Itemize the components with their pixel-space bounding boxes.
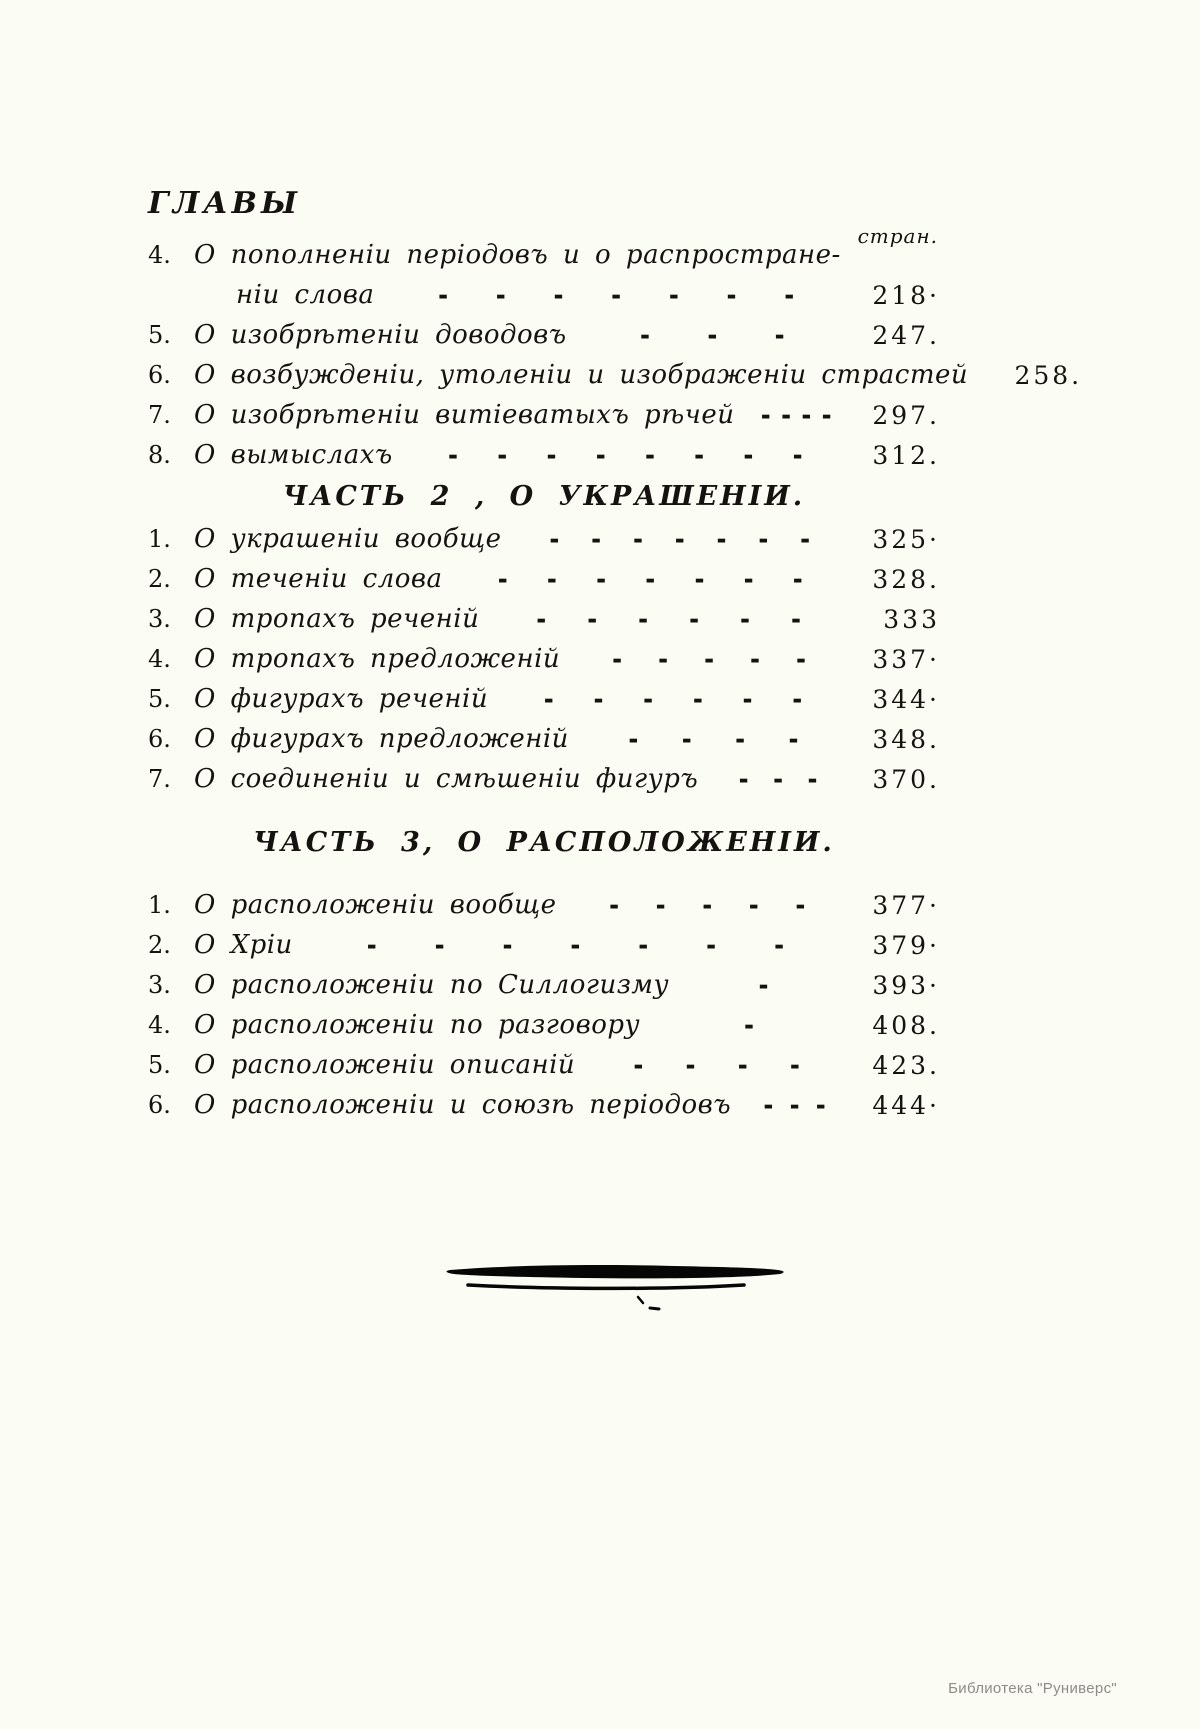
leader-dash: - [611,283,622,307]
leader-dash: - [742,687,753,711]
dash-leader [714,767,848,791]
item-page-number: 312. [872,440,940,470]
item-page-number: 218· [872,280,940,310]
item-number: 5. [148,685,171,713]
item-number: 8. [148,441,171,469]
item-title: О теченіи слова [194,564,443,594]
leader-dash: - [738,767,749,791]
item-number: 3. [148,971,171,999]
leader-dash: - [821,403,832,427]
leader-dash: - [549,527,560,551]
leader-dash: - [815,1093,826,1117]
toc-item [148,679,940,719]
leader-dash: - [609,893,620,917]
item-page-number: 247. [872,320,940,350]
leader-dash: - [743,567,754,591]
leader-dash: - [789,1053,800,1077]
item-number: 1. [148,891,171,919]
leader-dash: - [546,443,557,467]
item-number: 4. [148,1011,171,1039]
item-number: 3. [148,605,171,633]
leader-dash: - [595,443,606,467]
leader-dash: - [546,567,557,591]
item-title: О вымыслахъ [194,440,393,470]
leader-dash: - [638,933,649,957]
leader-dash: - [737,1053,748,1077]
leader-dash: - [645,567,656,591]
item-number: 5. [148,1051,171,1079]
item-page-number: 370. [872,764,940,794]
table-of-contents [148,186,1083,1125]
item-title: О украшеніи вообще [194,524,502,554]
page-column-label: стран. [857,224,938,248]
leader-dash: - [643,687,654,711]
leader-dash: - [781,403,792,427]
item-number: 6. [148,361,171,389]
item-title: О расположеніи вообще [194,890,557,920]
leader-dash: - [593,687,604,711]
item-title-continuation: ніи слова [236,280,375,310]
leader-dash: - [502,933,513,957]
leader-dash: - [612,647,623,671]
toc-item [148,435,940,475]
leader-dash: - [760,403,771,427]
dash-leader [309,933,848,957]
toc-rows [148,885,940,1125]
toc-item [148,759,940,799]
leader-dash: - [632,527,643,551]
item-title: О Хріи [194,930,293,960]
item-page-number: 423. [872,1050,940,1080]
toc-rows [148,235,1083,475]
leader-dash: - [628,727,639,751]
leader-dash: - [553,283,564,307]
dash-leader [409,443,848,467]
toc-item [148,559,940,599]
toc-section [148,235,1083,475]
dash-leader [504,687,848,711]
leader-dash: - [543,687,554,711]
leader-dash: - [758,527,769,551]
dash-leader [656,1013,848,1037]
leader-dash: - [497,443,508,467]
item-title: О изобрѣтеніи витіеватыхъ рѣчей [194,400,735,430]
toc-item [148,719,940,759]
chapters-heading: ГЛАВЫ [148,186,302,221]
leader-dash: - [644,443,655,467]
item-page-number: 297. [872,400,940,430]
dash-leader [583,323,848,347]
dash-leader [573,893,848,917]
toc-item [148,355,1083,395]
leader-dash: - [448,443,458,467]
part-title: ЧАСТЬ 3, О РАСПОЛОЖЕНІИ. [253,827,835,858]
leader-dash: - [743,443,754,467]
dash-leader [750,403,848,427]
leader-dash: - [792,687,803,711]
leader-dash: - [707,323,718,347]
item-title: О расположеніи по разговору [194,1010,641,1040]
leader-dash: - [789,1093,800,1117]
leader-dash: - [790,607,801,631]
item-page-number: 333 [883,604,940,634]
item-number: 1. [148,525,171,553]
item-number: 6. [148,725,171,753]
item-number: 4. [148,241,171,269]
leader-dash: - [796,647,806,671]
item-number: 4. [148,645,171,673]
leader-dash: - [763,1093,774,1117]
item-title: О расположеніи и союзѣ періодовъ [194,1090,732,1120]
leader-dash: - [706,933,717,957]
item-page-number: 444· [872,1090,940,1120]
item-title: О соединеніи и смѣшеніи фигуръ [194,764,699,794]
toc-item [148,519,940,559]
leader-dash: - [773,767,784,791]
item-title: О изобрѣтеніи доводовъ [194,320,567,350]
item-page-number: 328. [872,564,940,594]
leader-dash: - [674,527,685,551]
item-number: 5. [148,321,171,349]
dash-leader [576,647,848,671]
item-number: 2. [148,931,171,959]
leader-dash: - [792,567,803,591]
item-title: О фигурахъ предложеній [194,724,569,754]
toc-item [148,235,940,275]
toc-section [148,475,940,799]
leader-dash: - [784,283,795,307]
leader-dash: - [758,973,769,997]
item-title: О расположеніи описаній [194,1050,576,1080]
leader-dash: - [694,443,705,467]
leader-dash: - [536,607,547,631]
dash-leader [585,727,848,751]
toc-item [148,885,940,925]
toc-item [148,1085,940,1125]
leader-dash: - [658,647,669,671]
leader-dash: - [774,933,785,957]
toc-item [148,1005,940,1045]
leader-dash: - [774,323,785,347]
leader-dash: - [685,1053,696,1077]
leader-dash: - [438,283,449,307]
divider-rule [444,1258,789,1322]
leader-dash: - [801,403,812,427]
leader-dash: - [668,283,679,307]
item-title: О тропахъ реченій [194,604,480,634]
item-title: О фигурахъ реченій [194,684,489,714]
item-page-number: 408. [872,1010,940,1040]
leader-dash: - [800,527,811,551]
leader-dash: - [748,893,759,917]
item-title: О пополненіи періодовъ и о распростране- [194,240,841,270]
leader-dash: - [434,933,445,957]
leader-dash: - [639,323,650,347]
dash-leader [390,283,848,307]
leader-dash: - [570,933,581,957]
leader-dash: - [692,687,703,711]
toc-item [148,395,940,435]
leader-dash: - [495,283,506,307]
leader-dash: - [750,647,760,671]
item-page-number: 258. [1014,360,1083,390]
leader-dash: - [726,283,737,307]
leader-dash: - [633,1053,644,1077]
leader-dash: - [587,607,598,631]
leader-dash: - [740,607,750,631]
leader-dash: - [704,647,715,671]
dash-leader [495,607,848,631]
toc-item-continuation [148,275,940,315]
leader-dash: - [735,727,746,751]
leader-dash: - [689,607,700,631]
part-title: ЧАСТЬ 2 , О УКРАШЕНІИ. [282,481,806,512]
dash-leader [459,567,848,591]
leader-dash: - [591,527,602,551]
leader-dash: - [744,1013,755,1037]
leader-dash: - [788,727,799,751]
item-page-number: 325· [872,524,940,554]
item-page-number: 337· [872,644,940,674]
item-title: О расположеніи по Силлогизму [194,970,670,1000]
toc-item [148,315,940,355]
item-page-number: 377· [872,890,940,920]
item-number: 7. [148,765,171,793]
leader-dash: - [681,727,692,751]
leader-dash: - [596,567,607,591]
toc-item [148,599,940,639]
toc-item [148,965,940,1005]
leader-dash: - [638,607,649,631]
item-number: 7. [148,401,171,429]
dash-leader [685,973,848,997]
leader-dash: - [716,527,727,551]
leader-dash: - [655,893,666,917]
item-title: О возбужденіи, утоленіи и изображеніи страстей [194,360,969,390]
leader-dash: - [497,567,508,591]
item-page-number: 379· [872,930,940,960]
leader-dash: - [694,567,705,591]
leader-dash: - [807,767,818,791]
leader-dash: - [795,893,806,917]
item-title: О тропахъ предложеній [194,644,561,674]
dash-leader [591,1053,848,1077]
item-page-number: 393· [872,970,940,1000]
item-page-number: 344· [872,684,940,714]
toc-section [148,821,940,1125]
leader-dash: - [792,443,803,467]
leader-dash: - [702,893,713,917]
watermark: Библиотека "Руниверс" [948,1680,1117,1697]
item-page-number: 348. [872,724,940,754]
toc-rows [148,519,940,799]
toc-item [148,925,940,965]
dash-leader [518,527,848,551]
item-number: 2. [148,565,171,593]
item-number: 6. [148,1091,171,1119]
leader-dash: - [366,933,377,957]
toc-item [148,1045,940,1085]
toc-item [148,639,940,679]
dash-leader [747,1093,848,1117]
